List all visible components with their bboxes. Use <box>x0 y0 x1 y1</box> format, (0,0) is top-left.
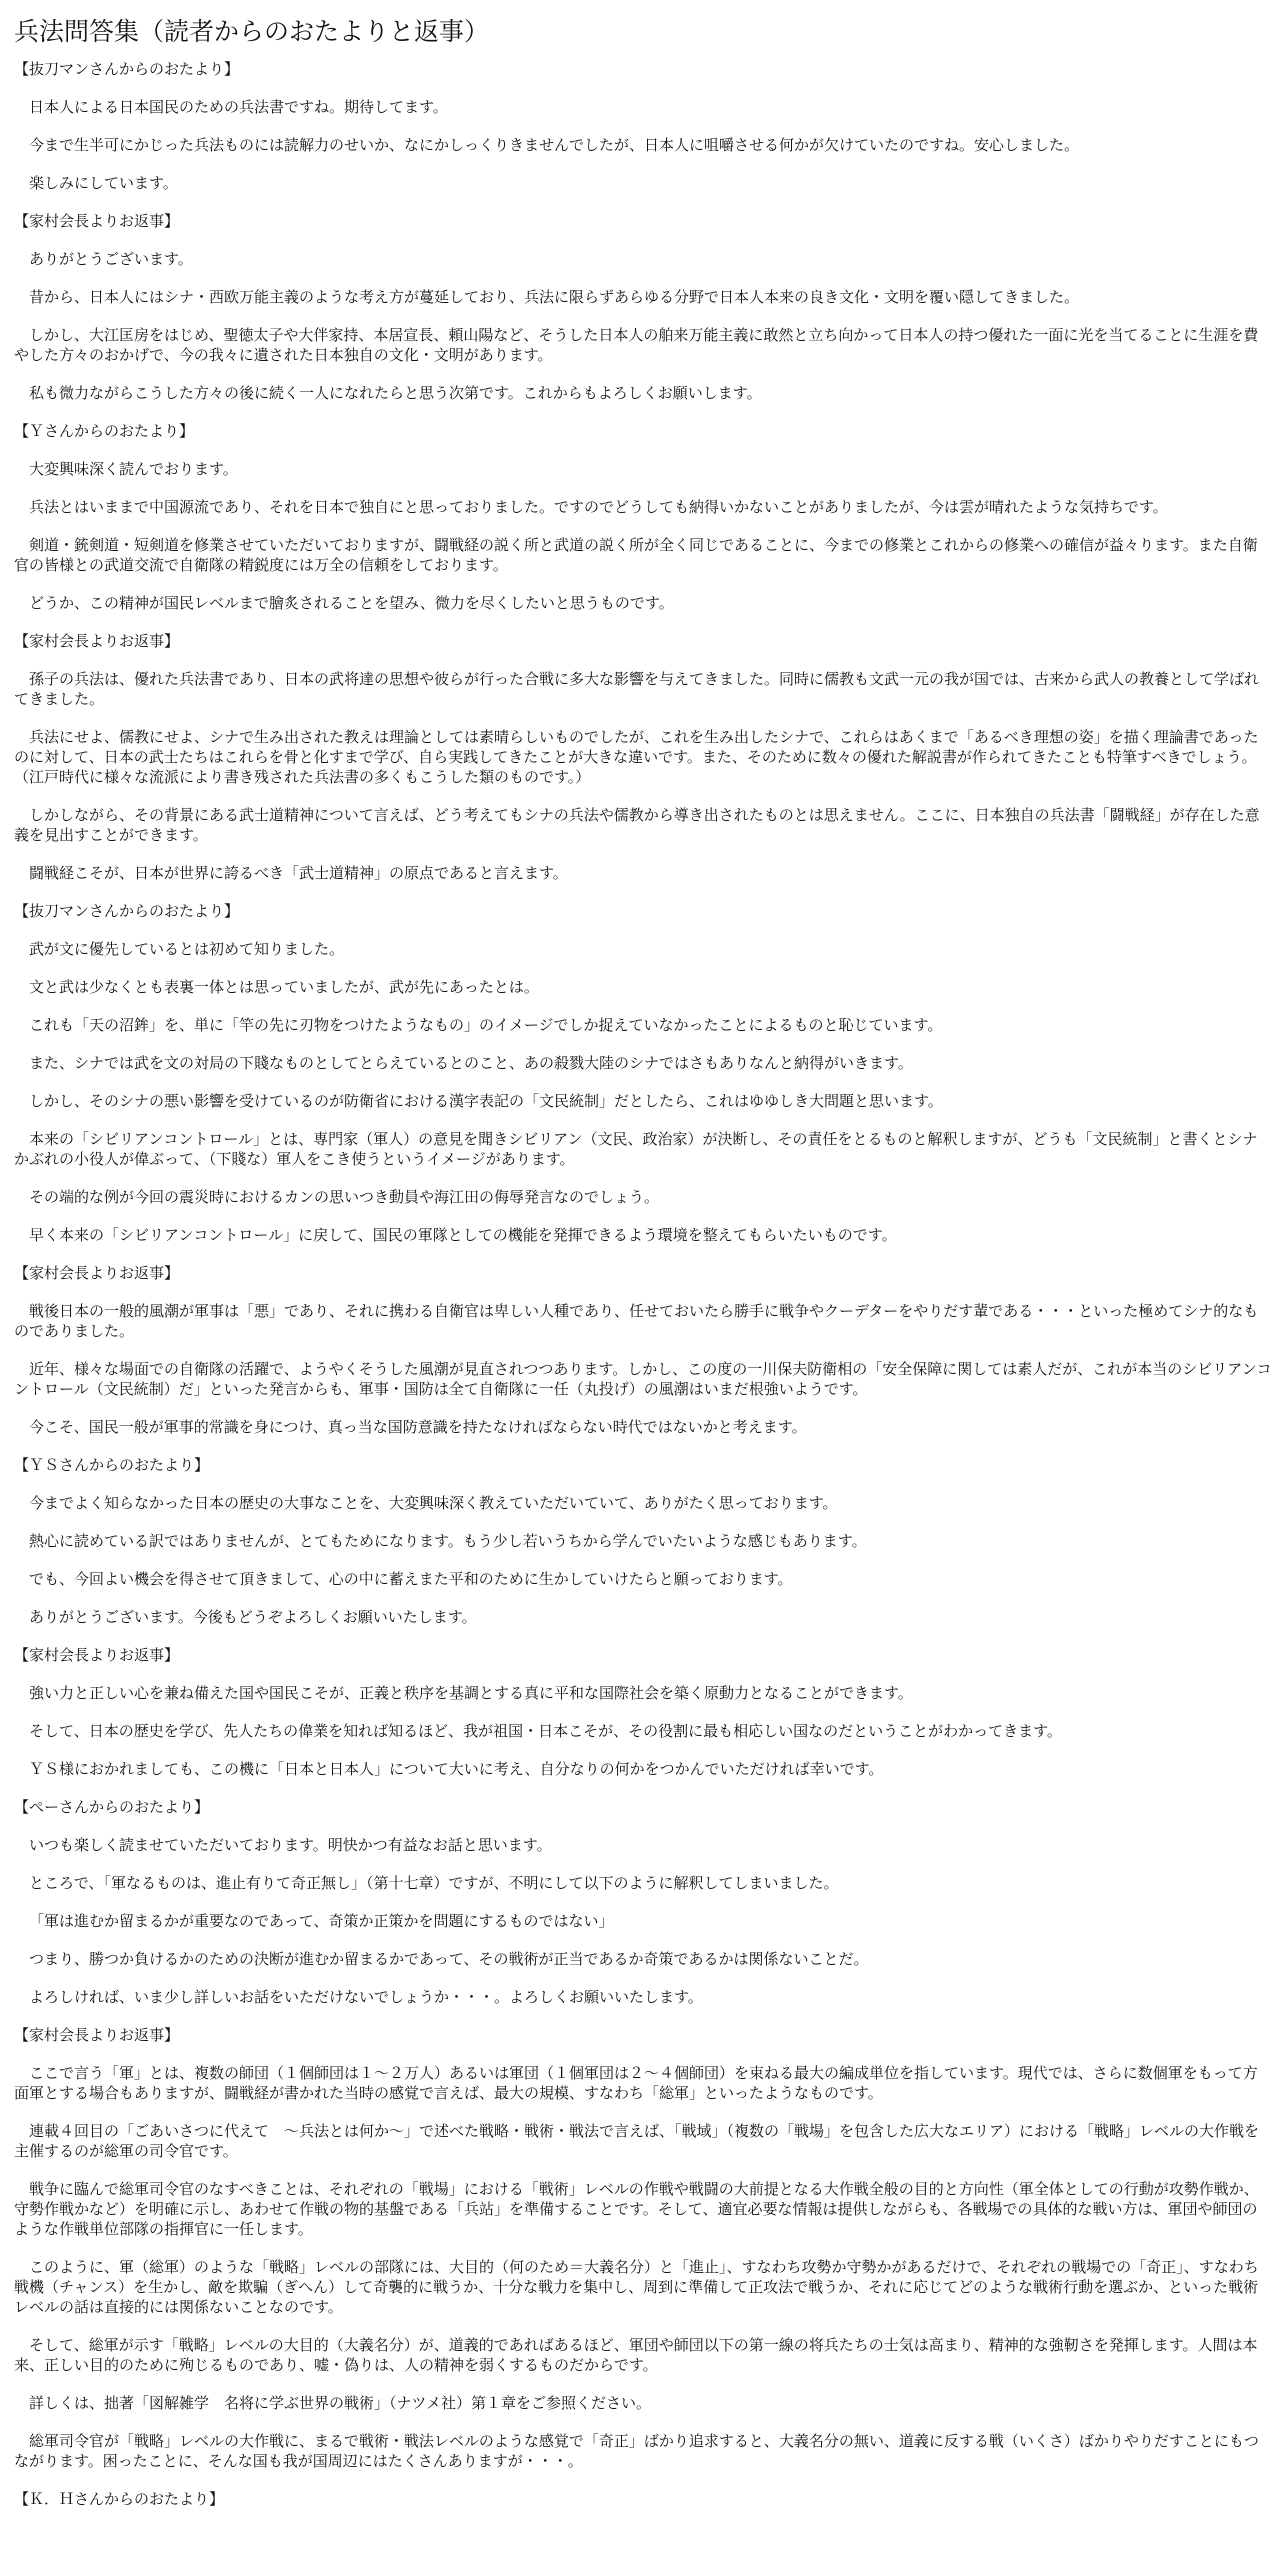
paragraph: しかし、大江匡房をはじめ、聖徳太子や大伴家持、本居宣長、頼山陽など、そうした日本人の舶来万能主義に敢然と立ち向かって日本人の持つ優れた一面に光を当てることに生涯を費やした方々のおかげで、今の我々に遺された日本独自の文化・文明があります。 <box>14 325 1259 364</box>
section-heading: 【ＹＳさんからのおたより】 <box>14 1455 210 1474</box>
paragraph: 連載４回目の「ごあいさつに代えて ～兵法とは何か～」で述べた戦略・戦術・戦法で言えば、「戦域」（複数の「戦場」を包含した広大なエリア）における「戦略」レベルの大作戦を主催するのが総軍の司令官です。 <box>14 2121 1260 2160</box>
section-heading: 【家村会長よりお返事】 <box>14 1645 180 1664</box>
paragraph: 総軍司令官が「戦略」レベルの大作戦に、まるで戦術・戦法レベルのような感覚で「奇正」ばかり追求すると、大義名分の無い、道義に反する戦（いくさ）ばかりやりだすことにもつながります。困ったことに、そんな国も我が国周辺にはたくさんありますが・・・。 <box>14 2431 1259 2470</box>
paragraph: 日本人による日本国民のための兵法書ですね。期待してます。 <box>29 97 448 116</box>
paragraph: 近年、様々な場面での自衛隊の活躍で、ようやくそうした風潮が見直されつつあります。しかし、この度の一川保夫防衛相の「安全保障に関しては素人だが、これが本当のシビリアンコントロール（文民統制）だ」といった発言からも、軍事・国防は全て自衛隊に一任（丸投げ）の風潮はいまだ根強いようです。 <box>14 1359 1272 1398</box>
paragraph: ここで言う「軍」とは、複数の師団（１個師団は１～２万人）あるいは軍団（１個軍団は２～４個師団）を束ねる最大の編成単位を指しています。現代では、さらに数個軍をもって方面軍とする場合もありますが、闘戦経が書かれた当時の感覚で言えば、最大の規模、すなわち「総軍」といったようなものです。 <box>14 2063 1258 2102</box>
paragraph: どうか、この精神が国民レベルまで膾炙されることを望み、微力を尽くしたいと思うものです。 <box>29 593 674 612</box>
paragraph: 強い力と正しい心を兼ね備えた国や国民こそが、正義と秩序を基調とする真に平和な国際社会を築く原動力となることができます。 <box>29 1683 913 1702</box>
section-heading: 【家村会長よりお返事】 <box>14 1263 180 1282</box>
paragraph: 剣道・銃剣道・短剣道を修業させていただいておりますが、闘戦経の説く所と武道の説く所が全く同じであることに、今までの修業とこれからの修業への確信が益々ります。また自衛官の皆様との武道交流で自衛隊の精鋭度には万全の信頼をしております。 <box>14 535 1258 574</box>
paragraph: ありがとうございます。今後もどうぞよろしくお願いいたします。 <box>29 1607 477 1626</box>
paragraph: そして、総軍が示す「戦略」レベルの大目的（大義名分）が、道義的であればあるほど、軍団や師団以下の第一線の将兵たちの士気は高まり、精神的な強靭さを発揮します。人間は本来、正しい目的のために殉じるものであり、嘘・偽りは、人の精神を弱くするものだからです。 <box>14 2335 1258 2374</box>
letter-section <box>14 2025 1272 2471</box>
section-heading: 【ぺーさんからのおたより】 <box>14 1797 210 1816</box>
section-heading: 【抜刀マンさんからのおたより】 <box>14 901 240 920</box>
letter-section <box>14 59 1272 193</box>
section-heading: 【家村会長よりお返事】 <box>14 211 180 230</box>
paragraph: 闘戦経こそが、日本が世界に誇るべき「武士道精神」の原点であると言えます。 <box>29 863 568 882</box>
paragraph: 楽しみにしています。 <box>29 173 178 192</box>
paragraph: 兵法にせよ、儒教にせよ、シナで生み出された教えは理論としては素晴らしいものでしたが、これを生み出したシナで、これらはあくまで「あるべき理想の姿」を描く理論書であったのに対して、日本の武士たちはこれらを骨と化すまで学び、自ら実践してきたことが大きな違いです。また、そのために数々の優れた解説書が作られてきたことも特筆すべきでしょう。（江戸時代に様々な流派により書き残された兵法書の多くもこうした類のものです。） <box>14 727 1259 786</box>
letters-list <box>14 59 1272 2509</box>
paragraph: 今までよく知らなかった日本の歴史の大事なことを、大変興味深く教えていただいていて、ありがたく思っております。 <box>29 1493 838 1512</box>
paragraph: このように、軍（総軍）のような「戦略」レベルの部隊には、大目的（何のため＝大義名分）と「進止」、すなわち攻勢か守勢かがあるだけで、それぞれの戦場での「奇正」、すなわち戦機（チャンス）を生かし、敵を欺騙（ぎへん）して奇襲的に戦うか、十分な戦力を集中し、周到に準備して正攻法で戦うか、それに応じてどのような戦術行動を選ぶか、といった戦術レベルの話は直接的には関係ないことなのです。 <box>14 2257 1259 2316</box>
paragraph: 本来の「シビリアンコントロール」とは、専門家（軍人）の意見を聞きシビリアン（文民、政治家）が決断し、その責任をとるものと解釈しますが、どうも「文民統制」と書くとシナかぶれの小役人が偉ぶって、（下賤な）軍人をこき使うというイメージがあります。 <box>14 1129 1258 1168</box>
section-heading: 【抜刀マンさんからのおたより】 <box>14 59 240 78</box>
letter-section <box>14 211 1272 403</box>
paragraph: 今まで生半可にかじった兵法ものには読解力のせいか、なにかしっくりきませんでしたが、日本人に咀嚼させる何かが欠けていたのですね。安心しました。 <box>29 135 1080 154</box>
letter-section <box>14 1797 1272 2007</box>
letter-section <box>14 421 1272 613</box>
paragraph: ところで、「軍なるものは、進止有りて奇正無し」（第十七章）ですが、不明にして以下のように解釈してしまいました。 <box>29 1873 839 1892</box>
paragraph: しかし、そのシナの悪い影響を受けているのが防衛省における漢字表記の「文民統制」だとしたら、これはゆゆしき大問題と思います。 <box>29 1091 943 1110</box>
paragraph: いつも楽しく読ませていただいております。明快かつ有益なお話と思います。 <box>29 1835 552 1854</box>
letter-section <box>14 901 1272 1245</box>
paragraph: しかしながら、その背景にある武士道精神について言えば、どう考えてもシナの兵法や儒教から導き出されたものとは思えません。ここに、日本独自の兵法書「闘戦経」が存在した意義を見出すことができます。 <box>14 805 1260 844</box>
paragraph: 早く本来の「シビリアンコントロール」に戻して、国民の軍隊としての機能を発揮できるよう環境を整えてもらいたいものです。 <box>29 1225 897 1244</box>
letter-section <box>14 1263 1272 1437</box>
paragraph: ありがとうございます。 <box>29 249 193 268</box>
section-heading: 【家村会長よりお返事】 <box>14 2025 180 2044</box>
paragraph: また、シナでは武を文の対局の下賤なものとしてとらえているとのこと、あの殺戮大陸のシナではさもありなんと納得がいきます。 <box>29 1053 913 1072</box>
paragraph: 戦争に臨んで総軍司令官のなすべきことは、それぞれの「戦場」における「戦術」レベルの作戦や戦闘の大前提となる大作戦全般の目的と方向性（軍全体としての行動が攻勢作戦か、守勢作戦かなど）を明確に示し、あわせて作戦の物的基盤である「兵站」を準備することです。そして、適宜必要な情報は提供しながらも、各戦場での具体的な戦い方は、軍団や師団のような作戦単位部隊の指揮官に一任します。 <box>14 2179 1259 2238</box>
paragraph: よろしければ、いま少し詳しいお話をいただけないでしょうか・・・。よろしくお願いいたします。 <box>29 1987 703 2006</box>
paragraph: 「軍は進むか留まるかが重要なのであって、奇策か正策かを問題にするものではない」 <box>29 1911 614 1930</box>
paragraph: 大変興味深く読んでおります。 <box>29 459 238 478</box>
paragraph: 文と武は少なくとも表裏一体とは思っていましたが、武が先にあったとは。 <box>29 977 539 996</box>
section-heading: 【Ｋ．Ｈさんからのおたより】 <box>14 2489 225 2508</box>
paragraph: 兵法とはいままで中国源流であり、それを日本で独自にと思っておりました。ですのでどうしても納得いかないことがありましたが、今は雲が晴れたような気持ちです。 <box>29 497 1168 516</box>
page-title: 兵法問答集（読者からのおたよりと返事） <box>14 17 490 46</box>
letter-section <box>14 1455 1272 1627</box>
paragraph: 詳しくは、拙著「図解雑学 名将に学ぶ世界の戦術」（ナツメ社）第１章をご参照ください。 <box>29 2393 652 2412</box>
letter-section <box>14 631 1272 883</box>
paragraph: でも、今回よい機会を得させて頂きまして、心の中に蓄えまた平和のために生かしていけたらと願っております。 <box>29 1569 793 1588</box>
paragraph: 武が文に優先しているとは初めて知りました。 <box>29 939 345 958</box>
paragraph: 昔から、日本人にはシナ・西欧万能主義のような考え方が蔓延しており、兵法に限らずあらゆる分野で日本人本来の良き文化・文明を覆い隠してきました。 <box>29 287 1080 306</box>
paragraph: つまり、勝つか負けるかのための決断が進むか留まるかであって、その戦術が正当であるか奇策であるかは関係ないことだ。 <box>29 1949 869 1968</box>
paragraph: 私も微力ながらこうした方々の後に続く一人になれたらと思う次第です。これからもよろしくお願いします。 <box>29 383 762 402</box>
section-heading: 【Ｙさんからのおたより】 <box>14 421 195 440</box>
letter-section <box>14 2489 1272 2509</box>
paragraph: これも「天の沼鉾」を、単に「竿の先に刃物をつけたようなもの」のイメージでしか捉えていなかったことによるものと恥じています。 <box>29 1015 943 1034</box>
section-heading: 【家村会長よりお返事】 <box>14 631 180 650</box>
paragraph: 熱心に読めている訳ではありませんが、とてもためになります。もう少し若いうちから学んでいたいような感じもあります。 <box>29 1531 867 1550</box>
paragraph: 戦後日本の一般的風潮が軍事は「悪」であり、それに携わる自衛官は卑しい人種であり、任せておいたら勝手に戦争やクーデターをやりだす輩である・・・といった極めてシナ的なものでありました。 <box>14 1301 1259 1340</box>
paragraph: 今こそ、国民一般が軍事的常識を身につけ、真っ当な国防意識を持たなければならない時代ではないかと考えます。 <box>29 1417 807 1436</box>
paragraph: 孫子の兵法は、優れた兵法書であり、日本の武将達の思想や彼らが行った合戦に多大な影響を与えてきました。同時に儒教も文武一元の我が国では、古来から武人の教養として学ばれてきました。 <box>14 669 1260 708</box>
paragraph: その端的な例が今回の震災時におけるカンの思いつき動員や海江田の侮辱発言なのでしょう。 <box>29 1187 660 1206</box>
paragraph: ＹＳ様におかれましても、この機に「日本と日本人」について大いに考え、自分なりの何かをつかんでいただければ幸いです。 <box>29 1759 884 1778</box>
letter-section <box>14 1645 1272 1779</box>
paragraph: そして、日本の歴史を学び、先人たちの偉業を知れば知るほど、我が祖国・日本こそが、その役割に最も相応しい国なのだということがわかってきます。 <box>29 1721 1062 1740</box>
